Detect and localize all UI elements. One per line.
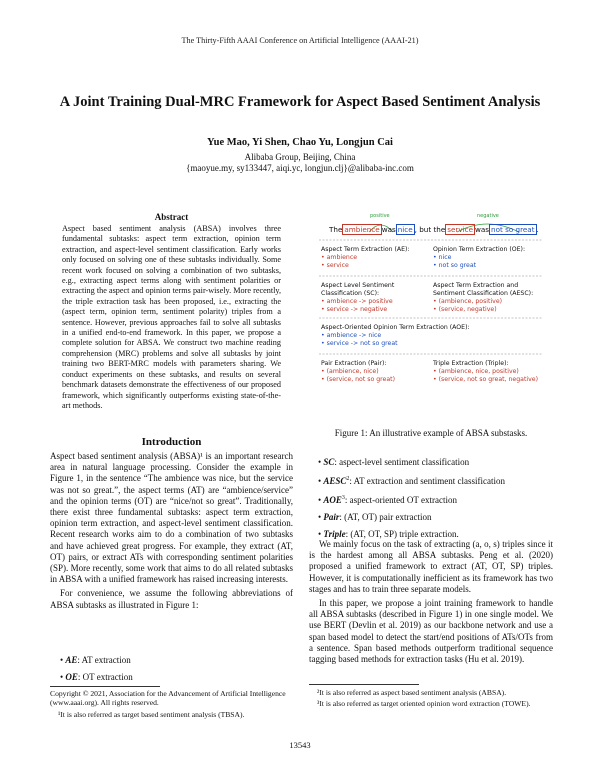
figure-caption: Figure 1: An illustrative example of ABSA substasks. (334, 428, 528, 438)
footnote-2: ²It is also referred as aspect based sentiment analysis (ABSA). (317, 688, 507, 697)
example-sentence: The ambience was nice , but the service was not so great . (329, 225, 539, 234)
copyright-notice: Copyright © 2021, Association for the Advancement of Artificial Intelligence (www.aaai.org). All rights reserved. (50, 689, 286, 708)
bullet-oe: • OE: OT extraction (60, 672, 133, 682)
oe-block: Opinion Term Extraction (OE): • nice • not so great (433, 246, 526, 269)
right-body (309, 539, 553, 665)
ae-block: Aspect Term Extraction (AE): • ambience • service (321, 246, 410, 269)
aoe-block: Aspect-Oriented Opinion Term Extraction (AOE): • ambience -> nice • service -> not so great (321, 324, 470, 347)
sc-block: Aspect Level Sentiment Classification (SC): • ambience -> positive • service -> negative (321, 282, 395, 313)
affiliation: Alibaba Group, Beijing, China (244, 152, 356, 162)
intro-paragraph-2: For convenience, we assume the following abbreviations of ABSA subtasks as illustrated in Figure 1: (50, 588, 293, 610)
right-bullet-list (318, 456, 553, 545)
footnote-1: ¹It is also referred as target based sentiment analysis (TBSA). (58, 710, 245, 719)
aesc-block: Aspect Term Extraction and Sentiment Classification (AESC): • (ambience, positive) • (service, negative) (433, 282, 534, 313)
bullet-aesc: • AESC$^2$: AT extraction and sentiment classification (318, 476, 505, 486)
abstract-text: Aspect based sentiment analysis (ABSA) involves three fundamental subtasks: aspect term extraction, opinion term extraction, and aspect-level sentiment classification. Early works only focused on solving one of these subtasks individually. Some recent work focused on solving a combination of two subtasks, e.g., extracting aspect terms along with sentiment polarities or extracting the aspect and opinion terms pair-wisely. More recently, the triple extraction task has been proposed, i.e., extracting the (aspect term, opinion term, sentiment polarity) triples from a sentence. However, previous approaches fail to solve all subtasks in a unified end-to-end framework. In this paper, we propose a complete solution for ABSA. We construct two machine reading comprehension (MRC) problems and solve all subtasks by joint training two BERT-MRC models with parameters sharing. We conduct experiments on these subtasks, and results on several benchmark datasets demonstrate the effectiveness of our proposed framework, which significantly outperforms existing state-of-the-art methods. (62, 224, 281, 410)
emails: {maoyue.my, sy133447, aiqi.yc, longjun.clj}@alibaba-inc.com (186, 163, 414, 173)
right-paragraph-2: In this paper, we propose a joint training framework to handle all ABSA subtasks (described in Figure 1) in one single model. We use BERT (Devlin et al. 2019) as our backbone network and use a span based model to detect the start/end positions of ATs/OTs from a sentence. Span based methods outperform traditional sequence tagging based methods for extraction tasks (Hu et al. 2019). (309, 598, 553, 665)
intro-body (50, 451, 293, 611)
page-number: 13543 (289, 740, 311, 750)
abstract-heading: Abstract (154, 212, 189, 222)
bullet-triple: • Triple: (AT, OT, SP) triple extraction. (318, 529, 459, 539)
footnote-rule-right (309, 684, 419, 685)
left-bullet-list (60, 654, 293, 688)
footnote-3: ³It is also referred as target oriented opinion word extraction (TOWE). (317, 699, 531, 708)
paper-title: A Joint Training Dual-MRC Framework for Aspect Based Sentiment Analysis (59, 94, 541, 110)
affiliation-block (0, 152, 600, 174)
label-negative: negative (477, 213, 499, 219)
intro-paragraph-1: Aspect based sentiment analysis (ABSA)¹ is an important research area in natural language processing. Consider the example in Figure 1, in the sentence “The ambience was nice, but the service was not so great.”, the aspect terms (AT) are “ambience/service” and the opinion terms (OT) are “nice/not so great”. Traditionally, there exist three fundamental subtasks: aspect term extraction, opinion term extraction, and aspect-level sentiment classification. Recent research works aim to do a combination of two subtasks and have achieved great progress. For example, they extract (AT, OT) pairs, or extract ATs with corresponding sentiment polarities (SP). More recently, some work that aims to do all related subtasks in ABSA with a unified framework has raised increasing interests. (50, 451, 293, 585)
conference-header: The Thirty-Fifth AAAI Conference on Artificial Intelligence (AAAI-21) (181, 36, 419, 45)
triple-block: Triple Extraction (Triple): • (ambience, nice, positive) • (service, not so great, negative) (433, 360, 538, 383)
bullet-aoe: • AOE$^3$: aspect-oriented OT extraction (318, 495, 457, 505)
bullet-sc: • SC: aspect-level sentiment classification (318, 457, 470, 467)
bullet-pair: • Pair: (AT, OT) pair extraction (318, 512, 432, 522)
footnote-rule (50, 686, 160, 687)
figure-1 (309, 212, 553, 412)
authors: Yue Mao, Yi Shen, Chao Yu, Longjun Cai (207, 137, 393, 148)
label-positive: positive (370, 213, 390, 219)
introduction-heading: Introduction (141, 436, 202, 448)
pair-block: Pair Extraction (Pair): • (ambience, nice) • (service, not so great) (321, 360, 395, 383)
bullet-ae: • AE: AT extraction (60, 655, 131, 665)
right-paragraph-1: We mainly focus on the task of extracting (a, o, s) triples since it is the hardest among all ABSA subtasks. Peng et al. (2020) proposed a unified framework to extract (AT, OT, SP) triples. However, it is computationally inefficient as its framework has two stages and has to train three separate models. (309, 539, 553, 594)
